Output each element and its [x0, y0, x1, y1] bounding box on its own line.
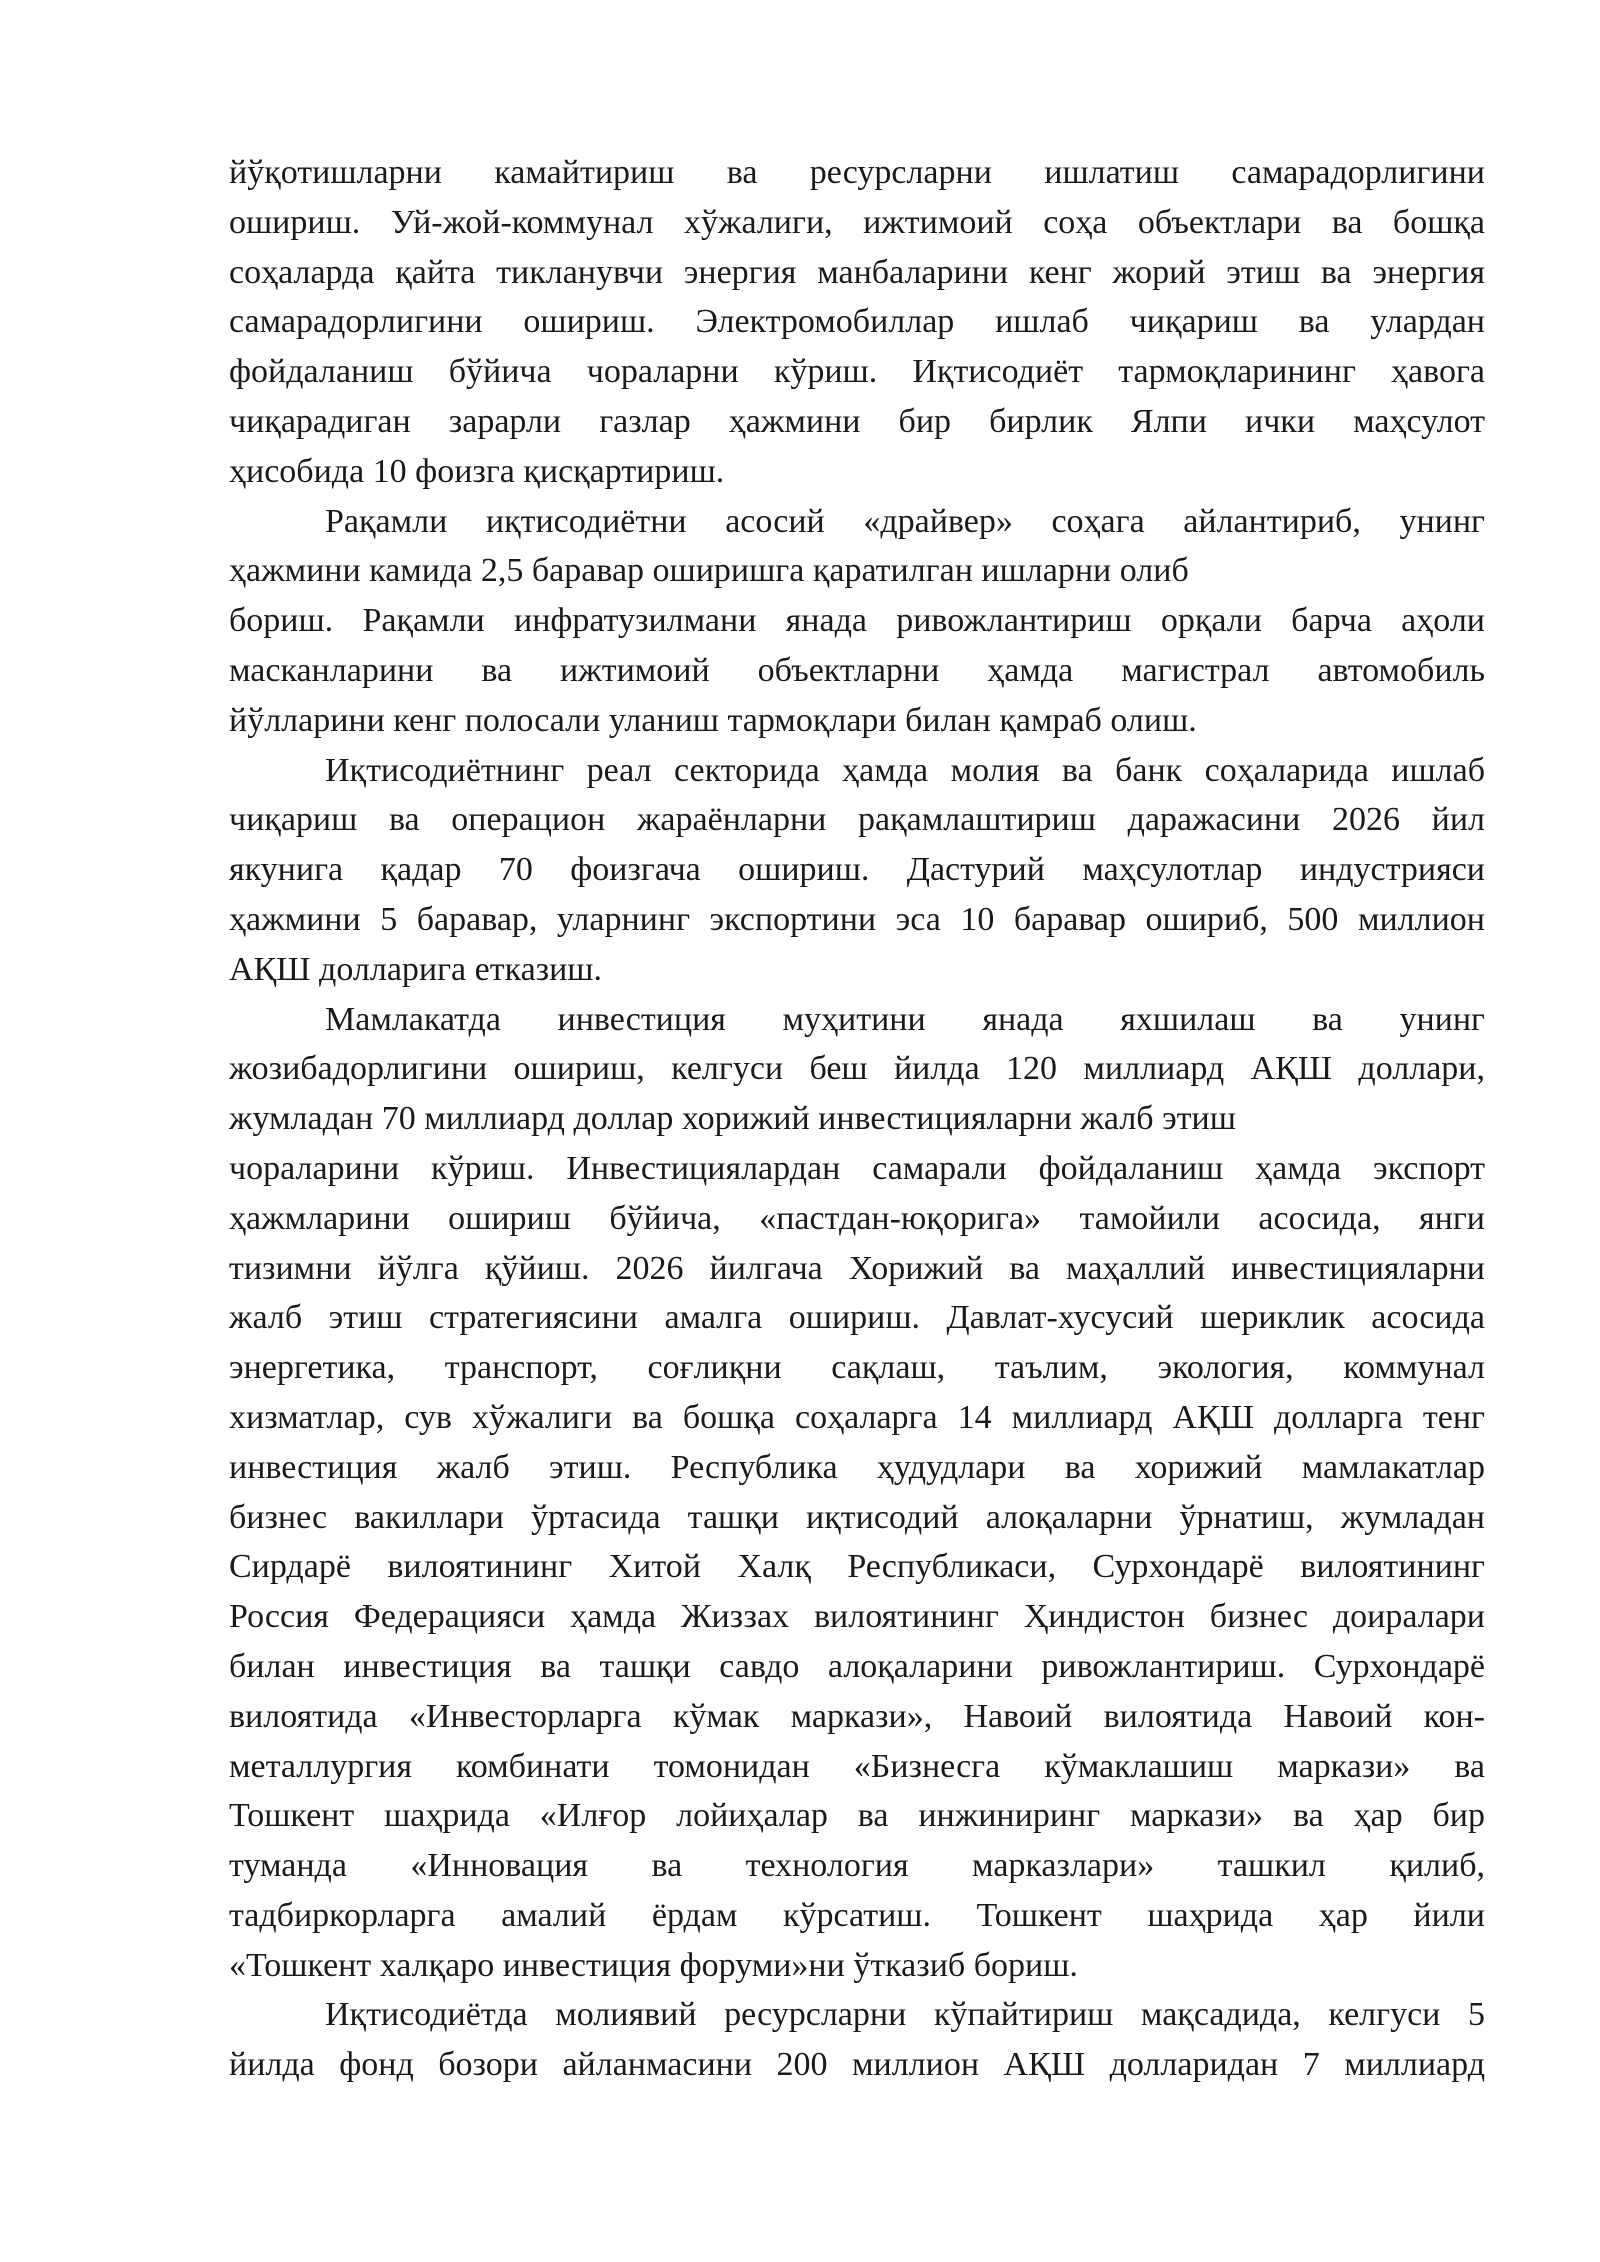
text-line: хизматлар, сув хўжалиги ва бошқа соҳаларга 14 миллиард АҚШ долларга тенг: [229, 1398, 1485, 1436]
text-line: Мамлакатда инвестиция муҳитини янада яхшилаш ва унинг: [325, 1000, 1485, 1038]
text-line: АҚШ долларига етказиш.: [229, 950, 602, 988]
text-line: энергетика, транспорт, соғлиқни сақлаш, таълим, экология, коммунал: [229, 1349, 1485, 1387]
text-line: йўқотишларни камайтириш ва ресурсларни ишлатиш самарадорлигини: [229, 154, 1485, 191]
text-line: чораларини кўриш. Инвестициялардан самарали фойдаланиш ҳамда экспорт: [229, 1149, 1485, 1187]
text-line: инвестиция жалб этиш. Республика ҳудудлари ва хорижий мамлакатлар: [229, 1448, 1485, 1486]
text-line: чиқариш ва операцион жараёнларни рақамлаштириш даражасини 2026 йил: [229, 801, 1485, 839]
text-line: металлургия комбинати томонидан «Бизнесга кўмаклашиш маркази» ва: [229, 1747, 1485, 1785]
text-line: бизнес вакиллари ўртасида ташқи иқтисодий алоқаларни ўрнатиш, жумладан: [229, 1498, 1485, 1536]
text-line: масканларини ва ижтимоий объектларни ҳамда магистрал автомобиль: [229, 651, 1485, 689]
text-line: Россия Федерацияси ҳамда Жиззах вилоятининг Ҳиндистон бизнес доиралари: [229, 1598, 1485, 1636]
text-line: жалб этиш стратегиясини амалга ошириш. Давлат-хусусий шериклик асосида: [229, 1299, 1485, 1337]
text-line: туманда «Инновация ва технология марказлари» ташкил қилиб,: [229, 1847, 1485, 1885]
text-line: бориш. Рақамли инфратузилмани янада ривожлантириш орқали барча аҳоли: [229, 602, 1485, 640]
text-line: соҳаларда қайта тикланувчи энергия манбаларини кенг жорий этиш ва энергия: [229, 253, 1485, 291]
text-line: жозибадорлигини ошириш, келгуси беш йилда 120 миллиард АҚШ доллари,: [229, 1050, 1485, 1088]
text-line: чиқарадиган зарарли газлар ҳажмини бир бирлик Ялпи ички маҳсулот: [229, 402, 1485, 440]
text-line: тизимни йўлга қўйиш. 2026 йилгача Хорижий ва маҳаллий инвестицияларни: [229, 1249, 1485, 1287]
text-line: жумладан 70 миллиард доллар хорижий инвестицияларни жалб этиш: [229, 1100, 1236, 1138]
document-page: [229, 148, 1485, 2090]
text-line: самарадорлигини ошириш. Электромобиллар ишлаб чиқариш ва улардан: [229, 303, 1485, 341]
text-line: ҳажмини камида 2,5 баравар оширишга қаратилган ишларни олиб: [229, 552, 1189, 590]
paragraph: [229, 995, 1485, 1991]
paragraph: [229, 148, 1485, 497]
text-line: ҳисобида 10 фоизга қисқартириш.: [229, 452, 725, 490]
text-line: «Тошкент халқаро инвестиция форуми»ни ўтказиб бориш.: [229, 1946, 1078, 1984]
text-line: ошириш. Уй-жой-коммунал хўжалиги, ижтимоий соҳа объектлари ва бошқа: [229, 203, 1485, 241]
paragraph: [229, 1990, 1485, 2090]
text-line: Иқтисодиётда молиявий ресурсларни кўпайтириш мақсадида, келгуси 5: [325, 1996, 1485, 2034]
text-line: вилоятида «Инвесторларга кўмак маркази», Навоий вилоятида Навоий кон-: [229, 1697, 1485, 1735]
text-line: якунига қадар 70 фоизгача ошириш. Дастурий маҳсулотлар индустрияси: [229, 851, 1485, 889]
text-line: Иқтисодиётнинг реал секторида ҳамда молия ва банк соҳаларида ишлаб: [325, 751, 1485, 789]
paragraph: [229, 746, 1485, 995]
text-line: Рақамли иқтисодиётни асосий «драйвер» соҳага айлантириб, унинг: [325, 502, 1485, 540]
text-line: билан инвестиция ва ташқи савдо алоқаларини ривожлантириш. Сурхондарё: [229, 1647, 1485, 1685]
text-line: Тошкент шаҳрида «Илғор лойиҳалар ва инжиниринг маркази» ва ҳар бир: [229, 1797, 1485, 1835]
text-line: йилда фонд бозори айланмасини 200 миллион АҚШ долларидан 7 миллиард: [229, 2046, 1485, 2084]
text-line: фойдаланиш бўйича чораларни кўриш. Иқтисодиёт тармоқларининг ҳавога: [229, 353, 1485, 391]
text-line: ҳажмларини ошириш бўйича, «пастдан-юқорига» тамойили асосида, янги: [229, 1199, 1485, 1237]
text-line: йўлларини кенг полосали уланиш тармоқлари билан қамраб олиш.: [229, 701, 1197, 739]
text-line: тадбиркорларга амалий ёрдам кўрсатиш. Тошкент шаҳрида ҳар йили: [229, 1896, 1485, 1934]
text-line: ҳажмини 5 баравар, уларнинг экспортини эса 10 баравар ошириб, 500 миллион: [229, 900, 1485, 938]
text-line: Сирдарё вилоятининг Хитой Халқ Республикаси, Сурхондарё вилоятининг: [229, 1548, 1485, 1586]
paragraph: [229, 497, 1485, 746]
